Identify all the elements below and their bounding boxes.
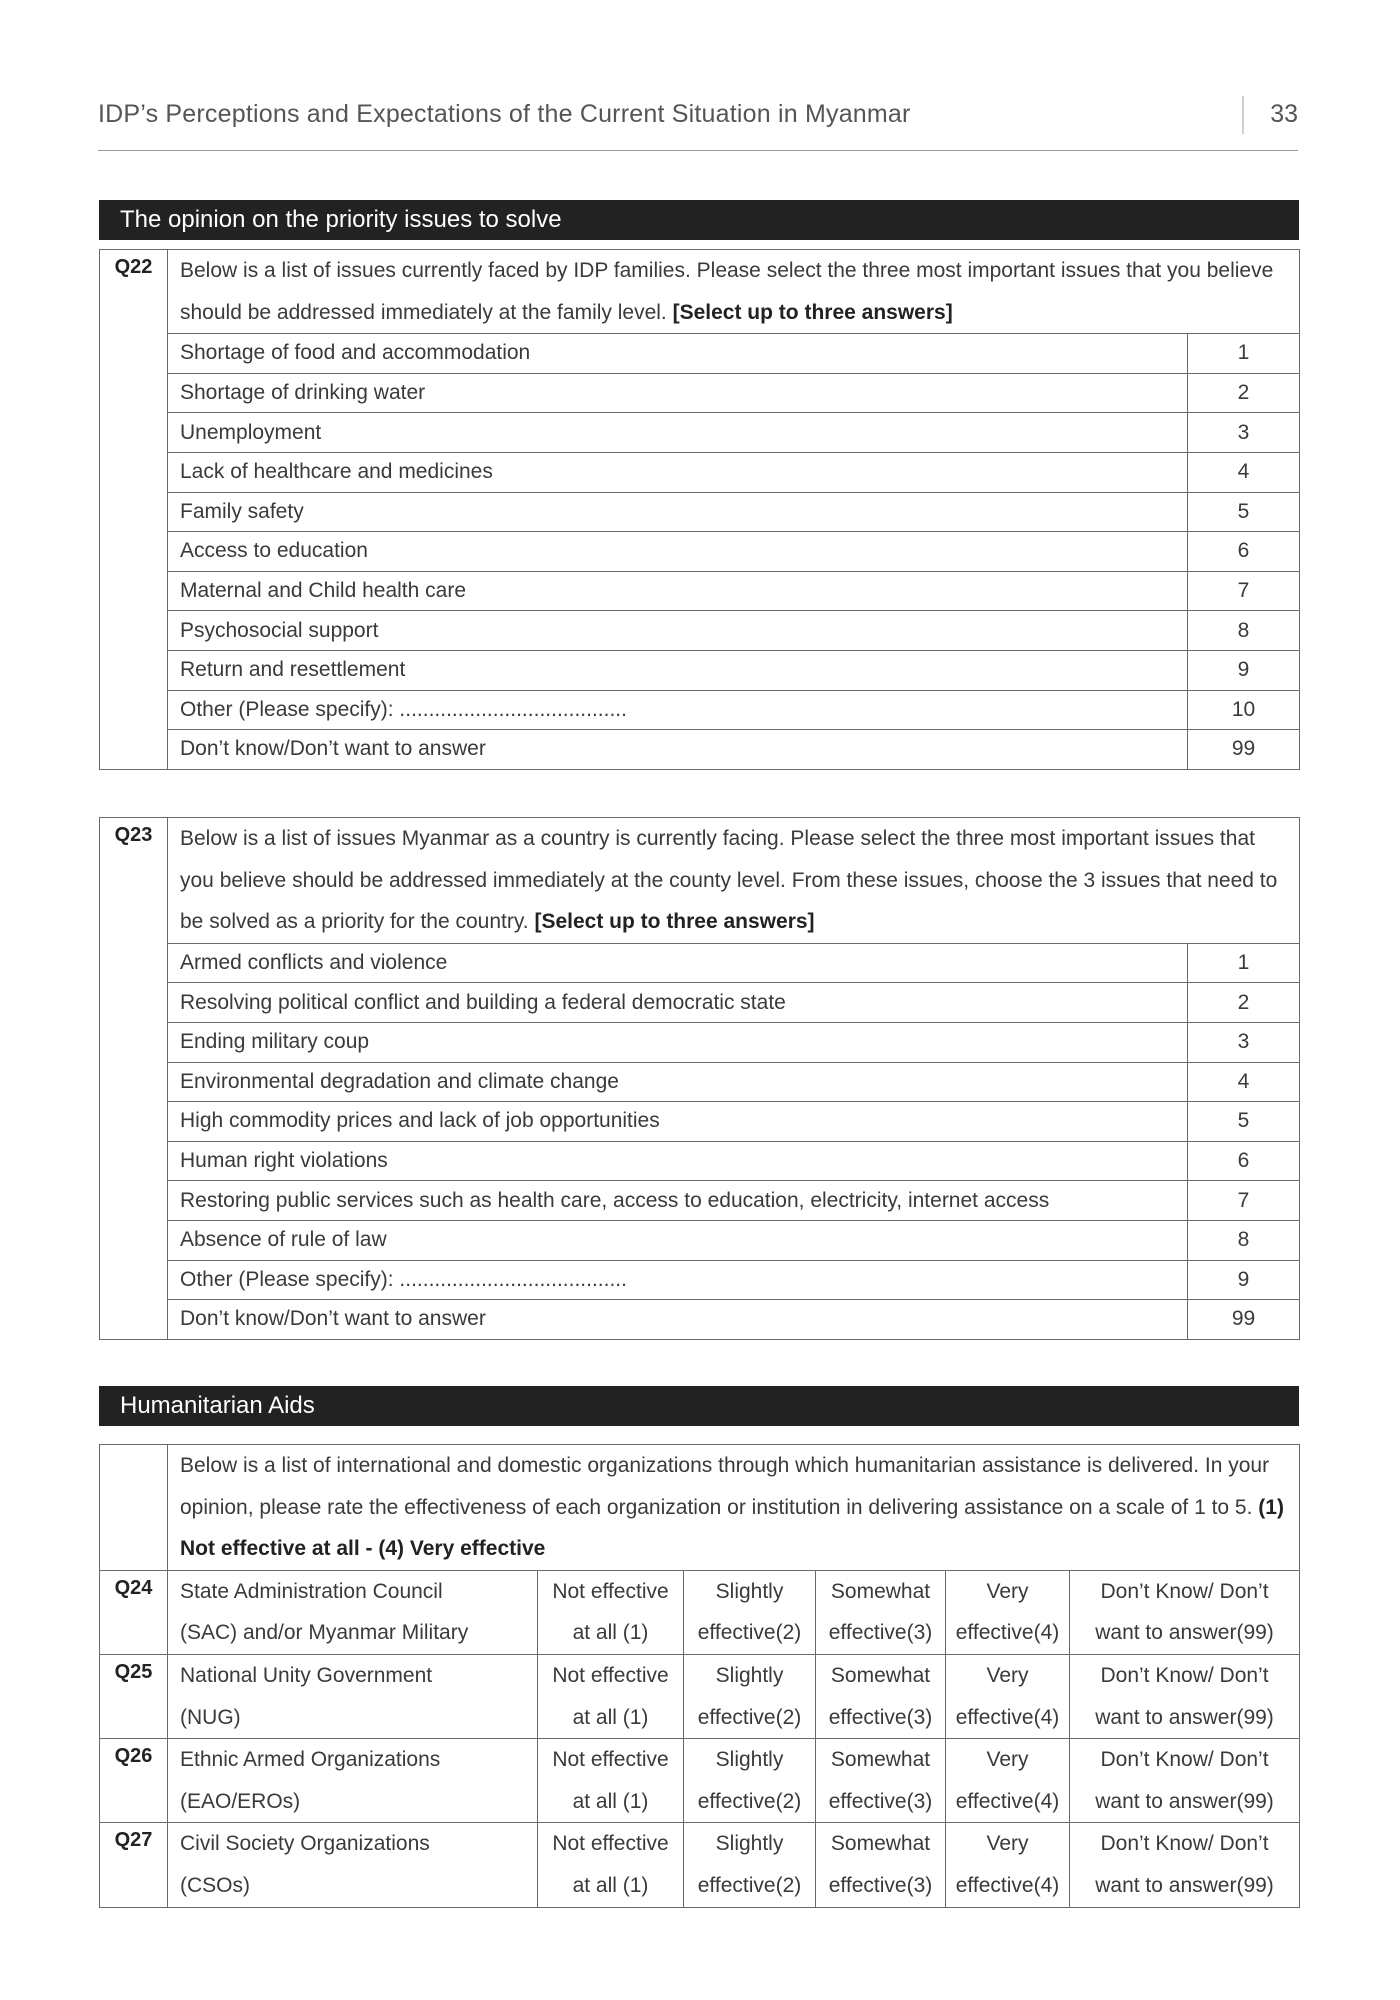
document-title: IDP’s Perceptions and Expectations of the Current Situation in Myanmar [98, 100, 911, 128]
organization-name: Civil Society Organizations (CSOs) [168, 1823, 538, 1907]
question-q22-table [99, 249, 1300, 770]
rating-option-2[interactable]: Slightly effective(2) [684, 1570, 816, 1654]
rating-prompt-text: Below is a list of international and domestic organizations through which humanitarian assistance is delivered. In your opinion, please rate the effectiveness of each organization or institution in delivering assistance on a scale of 1 to 5. [180, 1454, 1270, 1519]
option-code[interactable]: 9 [1188, 1260, 1300, 1300]
option-label[interactable]: Psychosocial support [168, 611, 1188, 651]
question-prompt [168, 818, 1300, 944]
rating-row-q24 [100, 1570, 1300, 1654]
option-code[interactable]: 2 [1188, 373, 1300, 413]
option-code[interactable]: 7 [1188, 1181, 1300, 1221]
rating-row-q27 [100, 1823, 1300, 1907]
blank-cell [100, 1445, 168, 1571]
organization-name: Ethnic Armed Organizations (EAO/EROs) [168, 1739, 538, 1823]
option-code[interactable]: 7 [1188, 571, 1300, 611]
header-divider [1242, 96, 1244, 134]
organization-name: State Administration Council (SAC) and/or Myanmar Military [168, 1570, 538, 1654]
option-label[interactable]: Absence of rule of law [168, 1220, 1188, 1260]
option-code[interactable]: 8 [1188, 611, 1300, 651]
rating-option-2[interactable]: Slightly effective(2) [684, 1654, 816, 1738]
rating-option-2[interactable]: Slightly effective(2) [684, 1823, 816, 1907]
rating-table [99, 1444, 1300, 1908]
rating-row-q25 [100, 1654, 1300, 1738]
rating-scale: (1) Not effective at all - (4) Very effective [180, 1495, 1284, 1561]
option-label[interactable]: Shortage of drinking water [168, 373, 1188, 413]
page-number: 33 [1270, 100, 1298, 128]
option-label[interactable]: Lack of healthcare and medicines [168, 452, 1188, 492]
section-title-humanitarian-aids: Humanitarian Aids [99, 1386, 1299, 1426]
question-number: Q23 [100, 818, 168, 1340]
option-label[interactable]: Other (Please specify): ....................................... [168, 1260, 1188, 1300]
option-code[interactable]: 3 [1188, 413, 1300, 453]
option-code[interactable]: 3 [1188, 1022, 1300, 1062]
rating-option-2[interactable]: Slightly effective(2) [684, 1739, 816, 1823]
question-text: Below is a list of issues Myanmar as a country is currently facing. Please select the three most important issues that you believe should be addressed immediately at the county level. From these issues, choose the 3 issues that need to be solved as a priority for the country. [180, 827, 1278, 934]
organization-name: National Unity Government (NUG) [168, 1654, 538, 1738]
option-code[interactable]: 1 [1188, 334, 1300, 374]
section-title-priority-issues: The opinion on the priority issues to solve [99, 200, 1299, 240]
option-label[interactable]: Other (Please specify): ....................................... [168, 690, 1188, 730]
rating-option-4[interactable]: Very effective(4) [946, 1823, 1070, 1907]
option-code[interactable]: 4 [1188, 452, 1300, 492]
option-code[interactable]: 5 [1188, 492, 1300, 532]
question-number: Q25 [100, 1654, 168, 1738]
rating-option-3[interactable]: Somewhat effective(3) [816, 1823, 946, 1907]
question-number: Q24 [100, 1570, 168, 1654]
option-code[interactable]: 1 [1188, 943, 1300, 983]
question-number: Q22 [100, 250, 168, 770]
rating-option-1[interactable]: Not effective at all (1) [538, 1570, 684, 1654]
question-prompt [168, 250, 1300, 334]
rating-option-4[interactable]: Very effective(4) [946, 1570, 1070, 1654]
question-instruction: [Select up to three answers] [672, 300, 953, 324]
rating-option-1[interactable]: Not effective at all (1) [538, 1654, 684, 1738]
rating-option-3[interactable]: Somewhat effective(3) [816, 1570, 946, 1654]
rating-option-99[interactable]: Don’t Know/ Don’t want to answer(99) [1070, 1823, 1300, 1907]
question-text: Below is a list of issues currently faced by IDP families. Please select the three most important issues that you believe should be addressed immediately at the family level. [180, 259, 1274, 324]
option-code[interactable]: 2 [1188, 983, 1300, 1023]
option-label[interactable]: Return and resettlement [168, 650, 1188, 690]
rating-option-4[interactable]: Very effective(4) [946, 1654, 1070, 1738]
option-code[interactable]: 99 [1188, 730, 1300, 770]
option-code[interactable]: 8 [1188, 1220, 1300, 1260]
option-label[interactable]: Maternal and Child health care [168, 571, 1188, 611]
rating-option-4[interactable]: Very effective(4) [946, 1739, 1070, 1823]
rating-row-q26 [100, 1739, 1300, 1823]
option-code[interactable]: 10 [1188, 690, 1300, 730]
option-label[interactable]: Don’t know/Don’t want to answer [168, 1300, 1188, 1340]
header-rule [98, 150, 1298, 151]
rating-option-1[interactable]: Not effective at all (1) [538, 1823, 684, 1907]
option-code[interactable]: 9 [1188, 650, 1300, 690]
option-label[interactable]: Human right violations [168, 1141, 1188, 1181]
option-label[interactable]: Don’t know/Don’t want to answer [168, 730, 1188, 770]
option-code[interactable]: 5 [1188, 1102, 1300, 1142]
question-instruction: [Select up to three answers] [534, 910, 815, 934]
option-label[interactable]: Restoring public services such as health care, access to education, electricity, internet access [168, 1181, 1188, 1221]
option-label[interactable]: Unemployment [168, 413, 1188, 453]
option-label[interactable]: Access to education [168, 532, 1188, 572]
option-label[interactable]: Armed conflicts and violence [168, 943, 1188, 983]
rating-option-1[interactable]: Not effective at all (1) [538, 1739, 684, 1823]
option-label[interactable]: Shortage of food and accommodation [168, 334, 1188, 374]
rating-option-99[interactable]: Don’t Know/ Don’t want to answer(99) [1070, 1739, 1300, 1823]
question-q23-table [99, 817, 1300, 1340]
question-number: Q26 [100, 1739, 168, 1823]
option-label[interactable]: High commodity prices and lack of job opportunities [168, 1102, 1188, 1142]
option-label[interactable]: Resolving political conflict and building a federal democratic state [168, 983, 1188, 1023]
rating-option-99[interactable]: Don’t Know/ Don’t want to answer(99) [1070, 1570, 1300, 1654]
rating-option-3[interactable]: Somewhat effective(3) [816, 1654, 946, 1738]
option-code[interactable]: 4 [1188, 1062, 1300, 1102]
rating-prompt [168, 1445, 1300, 1571]
rating-option-3[interactable]: Somewhat effective(3) [816, 1739, 946, 1823]
option-label[interactable]: Environmental degradation and climate change [168, 1062, 1188, 1102]
option-code[interactable]: 6 [1188, 1141, 1300, 1181]
option-code[interactable]: 6 [1188, 532, 1300, 572]
rating-option-99[interactable]: Don’t Know/ Don’t want to answer(99) [1070, 1654, 1300, 1738]
question-number: Q27 [100, 1823, 168, 1907]
option-label[interactable]: Family safety [168, 492, 1188, 532]
option-label[interactable]: Ending military coup [168, 1022, 1188, 1062]
option-code[interactable]: 99 [1188, 1300, 1300, 1340]
page-header [98, 96, 1298, 152]
